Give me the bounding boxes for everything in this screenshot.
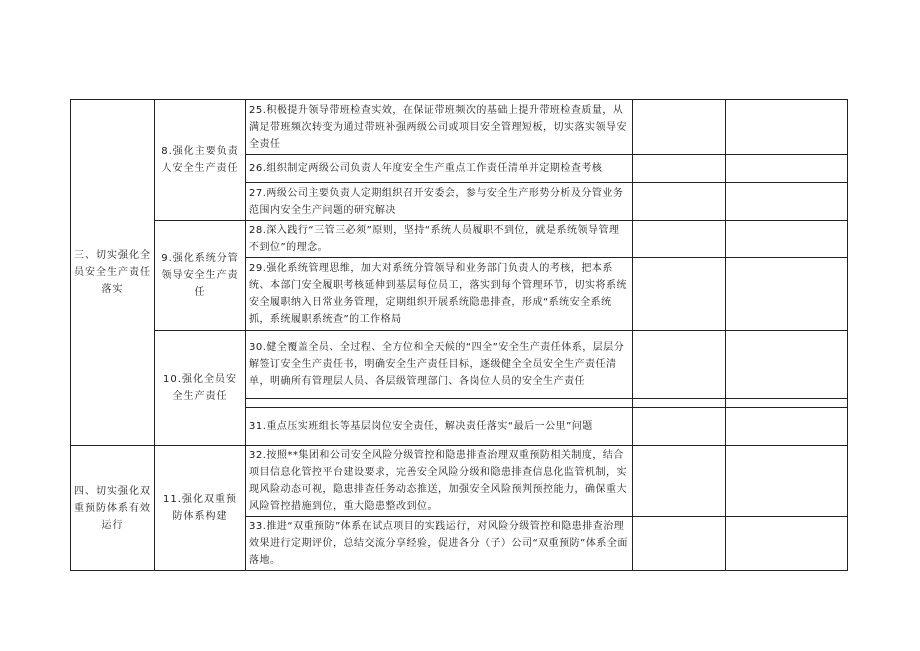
item-cell [246, 399, 633, 408]
empty-cell [726, 221, 848, 258]
subcategory-cell: 8.强化主要负责人安全生产责任 [155, 100, 246, 221]
item-cell: 30.健全覆盖全员、全过程、全方位和全天候的“四全”安全生产责任体系，层层分解签订安全生产责任书，明确安全生产责任目标，逐级健全全员安全生产责任清单，明确所有管理层人员、各层级管理部门、各岗位人员的安全生产责任 [246, 331, 633, 399]
subcategory-cell: 9.强化系统分管领导安全生产责任 [155, 221, 246, 331]
category-cell: 三、切实强化全员安全生产责任落实 [71, 100, 155, 446]
empty-cell [726, 446, 848, 517]
subcategory-cell: 10.强化全员安全生产责任 [155, 331, 246, 446]
empty-cell [726, 331, 848, 399]
item-cell: 29.强化系统管理思维，加大对系统分管领导和业务部门负责人的考核，把本系统、本部门安全履职考核延伸到基层每位员工，落实到每个管理环节，切实将系统安全履职纳入日常业务管理，定期组织开展系统隐患排查，形成“系统安全系统抓，系统履职系统查”的工作格局 [246, 258, 633, 331]
empty-cell [726, 517, 848, 571]
empty-cell [633, 331, 726, 399]
item-cell: 26.组织制定两级公司负责人年度安全生产重点工作责任清单并定期检查考核 [246, 155, 633, 183]
category-cell: 四、切实强化双重预防体系有效运行 [71, 446, 155, 571]
empty-cell [726, 258, 848, 331]
table-row [71, 446, 848, 517]
item-cell: 33.推进“双重预防”体系在试点项目的实践运行，对风险分级管控和隐患排查治理效果进行定期评价，总结交流分享经验，促进各分（子）公司“双重预防”体系全面落地。 [246, 517, 633, 571]
subcategory-cell: 11.强化双重预防体系构建 [155, 446, 246, 571]
empty-cell [633, 408, 726, 446]
empty-cell [633, 399, 726, 408]
item-cell: 25.积极提升领导带班检查实效，在保证带班频次的基础上提升带班检查质量，从满足带班频次转变为通过带班补强两级公司或项目安全管理短板，切实落实领导安全责任 [246, 100, 633, 155]
empty-cell [633, 183, 726, 221]
empty-cell [726, 155, 848, 183]
empty-cell [633, 446, 726, 517]
item-cell: 32.按照**集团和公司安全风险分级管控和隐患排查治理双重预防相关制度，结合项目信息化管控平台建设要求，完善安全风险分级和隐患排查信息化监管机制，实现风险动态可视，隐患排查任务动态推送，加强安全风险预判预控能力，确保重大风险管控措施到位，重大隐患整改到位。 [246, 446, 633, 517]
table-row [71, 100, 848, 155]
empty-cell [633, 155, 726, 183]
empty-cell [726, 183, 848, 221]
table-row [71, 221, 848, 258]
item-cell: 31.重点压实班组长等基层岗位安全责任，解决责任落实“最后一公里”问题 [246, 408, 633, 446]
item-cell: 27.两级公司主要负责人定期组织召开安委会，参与安全生产形势分析及分管业务范围内安全生产问题的研究解决 [246, 183, 633, 221]
empty-cell [726, 100, 848, 155]
empty-cell [726, 408, 848, 446]
responsibility-table [70, 99, 848, 571]
empty-cell [633, 100, 726, 155]
empty-cell [726, 399, 848, 408]
item-cell: 28.深入践行“三管三必须”原则，坚持“系统人员履职不到位，就是系统领导管理不到位”的理念。 [246, 221, 633, 258]
empty-cell [633, 517, 726, 571]
empty-cell [633, 221, 726, 258]
empty-cell [633, 258, 726, 331]
table-row [71, 331, 848, 399]
